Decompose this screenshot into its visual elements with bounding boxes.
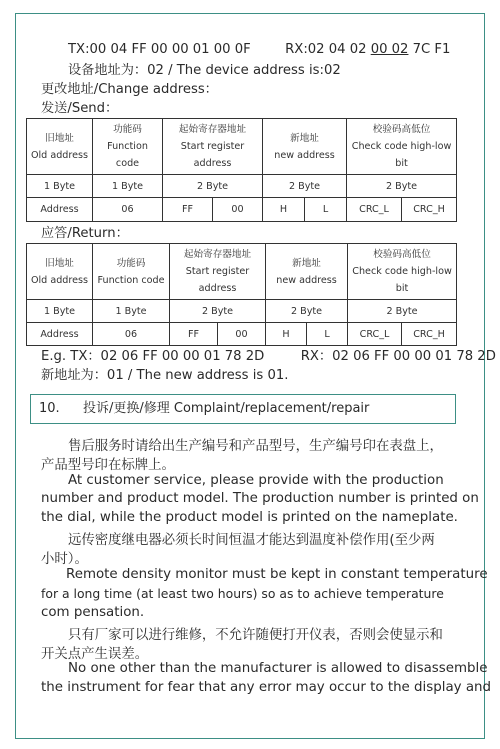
return-value-cell: CRC_H (402, 323, 457, 346)
return-size-cell: 2 Byte (266, 300, 348, 323)
send-size-cell: 2 Byte (347, 175, 457, 198)
return-header-check-code: 校验码高低位 Check code high-low bit (348, 244, 457, 300)
example-line (41, 348, 496, 366)
return-table (26, 243, 457, 346)
return-value-row (27, 323, 457, 346)
send-size-cell: 1 Byte (27, 175, 93, 198)
return-value-cell: Address (27, 323, 93, 346)
rx-suffix: 7C F1 (408, 42, 451, 57)
send-value-cell: 06 (93, 198, 163, 222)
return-size-cell: 1 Byte (27, 300, 93, 323)
change-address-heading: 更改地址/Change address： (41, 82, 218, 97)
send-value-cell: L (305, 198, 347, 222)
return-header-start-register: 起始寄存器地址 Start register address (170, 244, 266, 300)
section-number: 10. (39, 401, 60, 416)
send-table (26, 118, 457, 222)
return-value-cell: L (307, 323, 348, 346)
send-size-cell: 2 Byte (163, 175, 263, 198)
para-line: the instrument for fear that any error may occur to the display and (41, 680, 492, 695)
send-value-cell: H (263, 198, 305, 222)
para-line: the dial, while the product model is printed on the nameplate. (41, 510, 458, 525)
section-10-box (30, 394, 456, 424)
send-header-function-code: 功能码 Function code (93, 119, 163, 175)
return-size-cell: 2 Byte (348, 300, 457, 323)
para-line: 只有厂家可以进行维修，不允许随便打开仪表，否则会使显示和 (68, 628, 443, 643)
send-size-row (27, 175, 457, 198)
para-line: At customer service, please provide with the production (68, 473, 444, 488)
return-header-new-address: 新地址 new address (266, 244, 348, 300)
return-value-cell: CRC_L (348, 323, 402, 346)
return-size-row (27, 300, 457, 323)
send-header-old-address: 旧地址 Old address (27, 119, 93, 175)
section-title: 投诉/更换/修理 Complaint/replacement/repair (83, 401, 370, 416)
send-header-check-code: 校验码高低位 Check code high-low bit (347, 119, 457, 175)
new-address-line: 新地址为：01 / The new address is 01. (41, 368, 289, 383)
return-header-function-code: 功能码 Function code (93, 244, 170, 300)
return-value-cell: FF (170, 323, 218, 346)
return-size-cell: 1 Byte (93, 300, 170, 323)
send-header-new-address: 新地址 new address (263, 119, 347, 175)
send-size-cell: 1 Byte (93, 175, 163, 198)
send-heading: 发送/Send： (41, 101, 119, 116)
para-line: com pensation. (41, 605, 145, 620)
return-header-row (27, 244, 457, 300)
return-value-cell: 06 (93, 323, 170, 346)
send-value-cell: FF (163, 198, 213, 222)
return-header-old-address: 旧地址 Old address (27, 244, 93, 300)
send-value-cell: 00 (213, 198, 263, 222)
para-line: 远传密度继电器必须长时间恒温才能达到温度补偿作用(至少两 (68, 533, 435, 548)
send-header-row (27, 119, 457, 175)
para-line: 开关点产生误差。 (41, 647, 149, 662)
para-line: Remote density monitor must be kept in constant temperature (66, 567, 488, 582)
rx-underlined: 00 02 (370, 42, 409, 57)
tx-line (68, 41, 450, 59)
tx-command: TX:00 04 FF 00 00 01 00 0F (68, 42, 251, 57)
device-address-line: 设备地址为：02 / The device address is:02 (68, 63, 341, 78)
return-value-cell: 00 (218, 323, 266, 346)
return-size-cell: 2 Byte (170, 300, 266, 323)
para-line: 小时）。 (41, 552, 88, 567)
para-line: number and product model. The production number is printed on (41, 491, 479, 506)
send-header-start-register: 起始寄存器地址 Start register address (163, 119, 263, 175)
send-value-cell: CRC_L (347, 198, 402, 222)
para-line: 产品型号印在标牌上。 (41, 458, 175, 473)
send-value-cell: Address (27, 198, 93, 222)
rx-prefix: RX:02 04 02 (285, 42, 371, 57)
example-rx: RX：02 06 FF 00 00 01 78 2D (300, 349, 496, 364)
example-tx: E.g. TX：02 06 FF 00 00 01 78 2D (41, 349, 265, 364)
send-value-cell: CRC_H (402, 198, 457, 222)
return-value-cell: H (266, 323, 307, 346)
para-line: No one other than the manufacturer is allowed to disassemble (68, 661, 488, 676)
send-value-row (27, 198, 457, 222)
send-size-cell: 2 Byte (263, 175, 347, 198)
return-heading: 应答/Return： (41, 226, 129, 241)
para-line: for a long time (at least two hours) so as to achieve temperature (41, 586, 444, 601)
para-line: 售后服务时请给出生产编号和产品型号，生产编号印在表盘上， (68, 439, 443, 454)
